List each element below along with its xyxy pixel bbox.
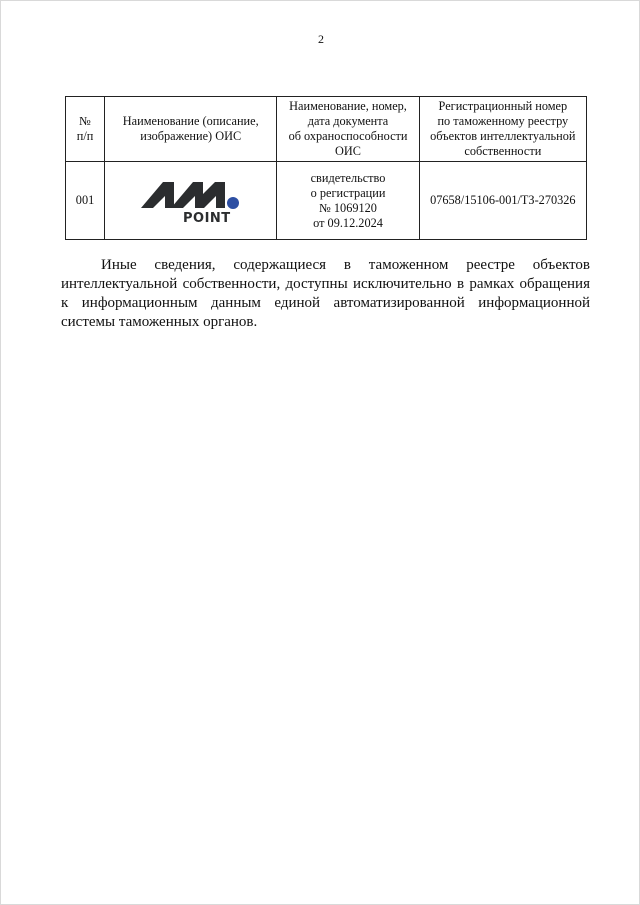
info-paragraph: Иные сведения, содержащиеся в таможенном реестре объектов интеллектуальной собственности, доступны исключительно в рамках обращения к информационным данным единой автоматизированной информационной системы таможенных органов.	[61, 257, 590, 330]
cell-number: 001	[66, 162, 105, 240]
header-document-label: Наименование, номер, дата документа об охраноспособности ОИС	[288, 99, 408, 158]
header-name-description	[105, 97, 277, 162]
header-number	[66, 97, 105, 162]
registry-table	[65, 96, 587, 240]
logo-letter-m	[171, 182, 225, 208]
header-document	[277, 97, 419, 162]
cell-document	[277, 162, 419, 240]
logo-letter-a	[141, 182, 174, 208]
header-registration-number-label: Регистрационный номер по таможенному реестру объектов интеллектуальной собственности	[430, 99, 576, 158]
cell-document-text: свидетельство о регистрации № 1069120 от 09.12.2024	[310, 170, 386, 230]
cell-registration-number: 07658/15106-001/ТЗ-270326	[419, 162, 586, 240]
logo-dot	[227, 197, 239, 209]
page-number: 2	[318, 32, 324, 46]
header-number-label: № п/п	[76, 114, 94, 143]
table-header-row	[66, 97, 587, 162]
header-name-description-label: Наименование (описание, изображение) ОИС	[122, 114, 259, 143]
am-point-logo	[141, 178, 241, 224]
header-registration-number	[419, 97, 586, 162]
cell-trademark-image	[105, 162, 277, 240]
logo-wordmark: POINT	[182, 210, 231, 224]
table-row	[66, 162, 587, 240]
